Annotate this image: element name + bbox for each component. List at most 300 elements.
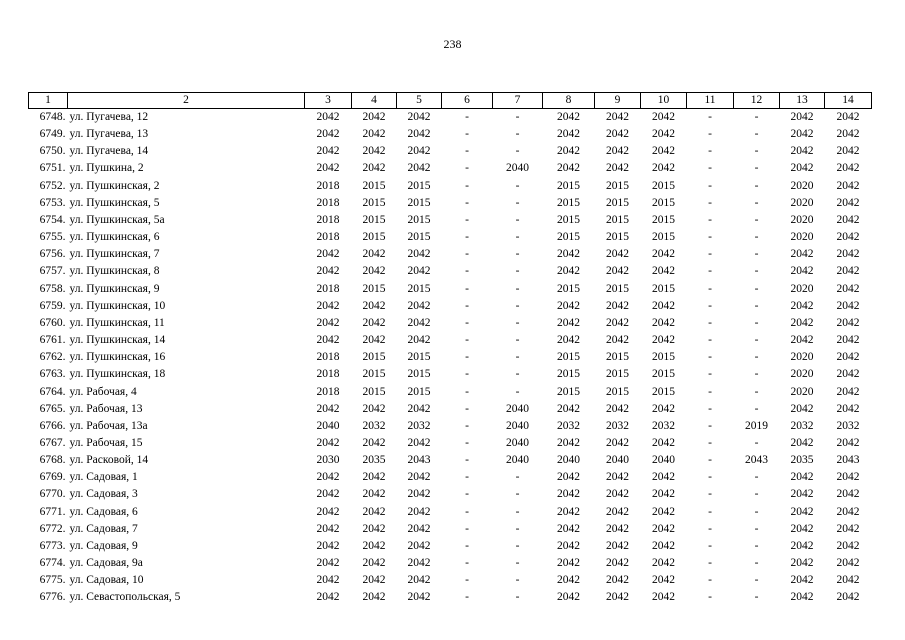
year-cell: 2042 (836, 316, 860, 329)
column-header: 7 (493, 93, 543, 109)
year-cell: 2042 (790, 162, 814, 175)
year-cell: 2042 (316, 488, 340, 501)
row-number: 6757. (39, 265, 66, 278)
address-cell: ул. Пушкинская, 6 (69, 231, 160, 244)
year-cell: 2042 (836, 231, 860, 244)
year-cell: 2042 (790, 145, 814, 158)
year-cell: - (754, 557, 759, 570)
year-cell: - (708, 231, 712, 244)
row-number: 6749. (39, 128, 66, 141)
year-cell: 2015 (557, 351, 580, 364)
year-cell: 2042 (652, 299, 675, 312)
year-cell: 2042 (606, 488, 629, 501)
year-cell: 2042 (652, 591, 675, 604)
year-cell: 2042 (557, 111, 580, 123)
year-cell: 2042 (557, 334, 580, 347)
row-number: 6753. (39, 196, 66, 209)
table-row (29, 143, 872, 160)
year-cell: 2042 (557, 145, 580, 158)
year-cell: 2042 (836, 385, 860, 398)
address-cell: ул. Пугачева, 12 (69, 111, 149, 123)
year-cell: 2042 (362, 128, 386, 141)
year-cell: 2015 (407, 351, 431, 364)
year-cell: 2042 (407, 248, 431, 261)
year-cell: - (754, 368, 759, 381)
year-cell: 2015 (557, 282, 580, 295)
year-cell: 2042 (362, 402, 386, 415)
table-row (29, 195, 872, 212)
table-row (29, 418, 872, 435)
year-cell: 2043 (407, 454, 431, 467)
year-cell: 2042 (316, 402, 340, 415)
year-cell: - (515, 574, 520, 587)
year-cell: - (708, 196, 712, 209)
year-cell: - (465, 574, 469, 587)
year-cell: - (708, 454, 712, 467)
year-cell: 2015 (606, 385, 629, 398)
row-number: 6774. (39, 557, 66, 570)
address-cell: ул. Пушкинская, 18 (69, 368, 166, 381)
year-cell: - (515, 488, 520, 501)
year-cell: 2042 (606, 471, 629, 484)
year-cell: 2015 (652, 351, 675, 364)
table-row (29, 504, 872, 521)
year-cell: 2042 (316, 316, 340, 329)
row-number: 6768. (39, 454, 66, 467)
year-cell: 2042 (836, 145, 860, 158)
year-cell: 2015 (652, 282, 675, 295)
year-cell: - (754, 213, 759, 226)
year-cell: 2042 (652, 574, 675, 587)
year-cell: 2042 (407, 265, 431, 278)
year-cell: 2042 (606, 505, 629, 518)
year-cell: 2015 (362, 282, 386, 295)
year-cell: 2040 (316, 419, 340, 432)
year-cell: 2040 (506, 402, 529, 415)
year-cell: 2042 (652, 128, 675, 141)
year-cell: 2042 (362, 539, 386, 552)
table-row (29, 315, 872, 332)
year-cell: 2042 (606, 111, 629, 123)
year-cell: 2042 (836, 248, 860, 261)
year-cell: 2015 (362, 385, 386, 398)
row-number: 6751. (39, 162, 66, 175)
year-cell: 2042 (557, 471, 580, 484)
year-cell: 2042 (790, 488, 814, 501)
year-cell: - (708, 591, 712, 604)
row-number: 6760. (39, 316, 66, 329)
row-number: 6755. (39, 231, 66, 244)
year-cell: 2015 (407, 368, 431, 381)
year-cell: - (754, 299, 759, 312)
year-cell: 2015 (652, 196, 675, 209)
year-cell: 2042 (606, 574, 629, 587)
year-cell: 2042 (606, 128, 629, 141)
year-cell: - (754, 539, 759, 552)
year-cell: - (465, 402, 469, 415)
year-cell: 2042 (652, 162, 675, 175)
year-cell: 2042 (557, 162, 580, 175)
address-cell: ул. Пугачева, 14 (69, 145, 149, 158)
year-cell: - (708, 299, 712, 312)
year-cell: - (465, 471, 469, 484)
year-cell: 2042 (362, 162, 386, 175)
year-cell: - (708, 436, 712, 449)
table-row (29, 435, 872, 452)
year-cell: - (465, 265, 469, 278)
year-cell: 2015 (407, 231, 431, 244)
year-cell: 2030 (316, 454, 340, 467)
year-cell: 2015 (557, 368, 580, 381)
table-row (29, 349, 872, 366)
column-header: 12 (734, 93, 780, 109)
year-cell: - (708, 334, 712, 347)
year-cell: - (465, 557, 469, 570)
year-cell: 2042 (836, 539, 860, 552)
year-cell: 2042 (606, 265, 629, 278)
year-cell: 2042 (407, 471, 431, 484)
year-cell: 2042 (362, 316, 386, 329)
address-cell: ул. Пушкинская, 2 (69, 179, 160, 192)
year-cell: 2042 (557, 248, 580, 261)
year-cell: 2042 (316, 591, 340, 604)
year-cell: - (515, 334, 520, 347)
address-cell: ул. Пугачева, 13 (69, 128, 149, 141)
year-cell: - (708, 213, 712, 226)
year-cell: - (754, 111, 759, 123)
year-cell: 2042 (836, 591, 860, 604)
year-cell: - (515, 299, 520, 312)
year-cell: 2018 (316, 385, 340, 398)
row-number: 6750. (39, 145, 66, 158)
year-cell: 2042 (316, 471, 340, 484)
year-cell: 2042 (836, 282, 860, 295)
year-cell: 2018 (316, 351, 340, 364)
year-cell: 2042 (407, 402, 431, 415)
year-cell: 2032 (362, 419, 386, 432)
year-cell: 2043 (836, 454, 860, 467)
year-cell: 2015 (407, 196, 431, 209)
year-cell: 2015 (652, 368, 675, 381)
address-cell: ул. Садовая, 10 (69, 574, 144, 587)
year-cell: 2015 (606, 351, 629, 364)
year-cell: 2042 (790, 591, 814, 604)
row-number: 6764. (39, 385, 66, 398)
table-row (29, 246, 872, 263)
column-header: 9 (595, 93, 641, 109)
year-cell: 2042 (836, 162, 860, 175)
year-cell: - (515, 145, 520, 158)
page-number: 238 (443, 37, 462, 51)
year-cell: - (708, 505, 712, 518)
table-row (29, 126, 872, 143)
year-cell: - (754, 145, 759, 158)
year-cell: 2042 (316, 162, 340, 175)
year-cell: 2020 (790, 368, 814, 381)
table-row (29, 555, 872, 572)
year-cell: 2042 (316, 128, 340, 141)
year-cell: 2015 (362, 231, 386, 244)
year-cell: 2020 (790, 385, 814, 398)
year-cell: - (515, 213, 520, 226)
year-cell: 2042 (836, 436, 860, 449)
year-cell: 2032 (652, 419, 675, 432)
year-cell: 2042 (316, 505, 340, 518)
year-cell: - (465, 179, 469, 192)
year-cell: - (708, 385, 712, 398)
year-cell: 2042 (836, 179, 860, 192)
year-cell: 2042 (606, 402, 629, 415)
year-cell: - (465, 488, 469, 501)
year-cell: 2042 (652, 145, 675, 158)
year-cell: 2042 (606, 162, 629, 175)
year-cell: 2042 (652, 334, 675, 347)
address-cell: ул. Садовая, 7 (69, 522, 138, 535)
year-cell: 2042 (790, 128, 814, 141)
year-cell: 2042 (407, 539, 431, 552)
year-cell: 2020 (790, 196, 814, 209)
year-cell: - (515, 248, 520, 261)
year-cell: 2042 (557, 316, 580, 329)
year-cell: - (754, 196, 759, 209)
year-cell: - (465, 454, 469, 467)
year-cell: - (515, 471, 520, 484)
year-cell: 2015 (606, 196, 629, 209)
year-cell: 2042 (362, 488, 386, 501)
row-number: 6748. (39, 111, 66, 123)
year-cell: - (465, 282, 469, 295)
year-cell: 2020 (790, 231, 814, 244)
year-cell: 2042 (316, 539, 340, 552)
year-cell: 2042 (790, 299, 814, 312)
row-number: 6765. (39, 402, 66, 415)
year-cell: - (708, 368, 712, 381)
table-row (29, 366, 872, 383)
year-cell: - (754, 351, 759, 364)
year-cell: 2015 (407, 282, 431, 295)
year-cell: 2042 (362, 574, 386, 587)
year-cell: 2042 (557, 539, 580, 552)
row-number: 6754. (39, 213, 66, 226)
table-row (29, 572, 872, 589)
year-cell: 2042 (362, 145, 386, 158)
year-cell: - (708, 471, 712, 484)
year-cell: - (465, 505, 469, 518)
year-cell: - (708, 179, 712, 192)
year-cell: 2015 (606, 368, 629, 381)
year-cell: 2035 (362, 454, 386, 467)
year-cell: - (708, 128, 712, 141)
year-cell: - (708, 316, 712, 329)
address-cell: ул. Севастопольская, 5 (69, 591, 181, 604)
year-cell: 2042 (316, 557, 340, 570)
year-cell: - (754, 231, 759, 244)
year-cell: 2042 (606, 539, 629, 552)
year-cell: 2042 (557, 265, 580, 278)
year-cell: - (708, 351, 712, 364)
year-cell: 2015 (407, 179, 431, 192)
year-cell: - (708, 248, 712, 261)
year-cell: 2042 (836, 128, 860, 141)
year-cell: 2042 (790, 557, 814, 570)
year-cell: 2018 (316, 368, 340, 381)
table-row (29, 160, 872, 177)
year-cell: 2015 (606, 179, 629, 192)
year-cell: 2015 (362, 179, 386, 192)
year-cell: 2042 (790, 265, 814, 278)
row-number: 6759. (39, 299, 66, 312)
year-cell: 2015 (557, 179, 580, 192)
year-cell: 2042 (606, 299, 629, 312)
year-cell: 2040 (557, 454, 580, 467)
column-header: 2 (68, 93, 305, 109)
year-cell: 2042 (606, 145, 629, 158)
year-cell: 2042 (790, 316, 814, 329)
address-cell: ул. Садовая, 9а (69, 557, 143, 570)
year-cell: - (754, 591, 759, 604)
column-header: 6 (442, 93, 493, 109)
year-cell: 2042 (790, 505, 814, 518)
year-cell: 2042 (606, 248, 629, 261)
year-cell: - (515, 539, 520, 552)
year-cell: 2018 (316, 282, 340, 295)
header-row (29, 93, 872, 109)
year-cell: - (754, 488, 759, 501)
year-cell: 2042 (836, 299, 860, 312)
year-cell: - (708, 557, 712, 570)
table-row (29, 589, 872, 606)
year-cell: 2042 (836, 196, 860, 209)
year-cell: - (465, 231, 469, 244)
year-cell: - (708, 522, 712, 535)
year-cell: 2042 (557, 574, 580, 587)
year-cell: 2042 (316, 145, 340, 158)
year-cell: - (754, 179, 759, 192)
year-cell: - (465, 299, 469, 312)
year-cell: - (754, 402, 759, 415)
year-cell: - (515, 111, 520, 123)
row-number: 6771. (39, 505, 66, 518)
row-number: 6770. (39, 488, 66, 501)
year-cell: - (515, 282, 520, 295)
year-cell: 2042 (652, 522, 675, 535)
row-number: 6776. (39, 591, 66, 604)
column-header: 13 (780, 93, 825, 109)
year-cell: 2042 (407, 436, 431, 449)
year-cell: 2042 (316, 111, 340, 123)
year-cell: 2042 (316, 334, 340, 347)
year-cell: 2042 (362, 248, 386, 261)
year-cell: - (515, 231, 520, 244)
year-cell: 2042 (316, 265, 340, 278)
year-cell: 2042 (652, 111, 675, 123)
year-cell: 2015 (652, 385, 675, 398)
address-cell: ул. Пушкинская, 5а (69, 213, 165, 226)
year-cell: 2042 (790, 539, 814, 552)
year-cell: 2042 (652, 248, 675, 261)
year-cell: 2015 (652, 213, 675, 226)
year-cell: - (708, 265, 712, 278)
year-cell: 2040 (506, 419, 529, 432)
year-cell: 2042 (790, 574, 814, 587)
address-cell: ул. Пушкина, 2 (69, 162, 144, 175)
year-cell: - (465, 591, 469, 604)
table-row (29, 401, 872, 418)
year-cell: 2042 (836, 334, 860, 347)
column-header: 3 (305, 93, 352, 109)
year-cell: 2032 (557, 419, 580, 432)
column-header: 1 (29, 93, 68, 109)
year-cell: - (465, 419, 469, 432)
data-table (28, 92, 872, 607)
year-cell: - (754, 505, 759, 518)
year-cell: - (465, 316, 469, 329)
column-header: 8 (543, 93, 595, 109)
table-row (29, 486, 872, 503)
address-cell: ул. Рабочая, 15 (69, 436, 143, 449)
year-cell: 2042 (836, 522, 860, 535)
year-cell: 2042 (652, 265, 675, 278)
year-cell: 2042 (316, 299, 340, 312)
year-cell: 2042 (836, 557, 860, 570)
year-cell: - (708, 162, 712, 175)
row-number: 6762. (39, 351, 66, 364)
year-cell: - (708, 282, 712, 295)
year-cell: 2032 (606, 419, 629, 432)
year-cell: 2018 (316, 196, 340, 209)
year-cell: 2018 (316, 231, 340, 244)
year-cell: 2042 (836, 574, 860, 587)
year-cell: 2042 (557, 436, 580, 449)
year-cell: - (708, 111, 712, 123)
year-cell: - (754, 471, 759, 484)
row-number: 6773. (39, 539, 66, 552)
year-cell: 2042 (407, 574, 431, 587)
year-cell: 2042 (557, 299, 580, 312)
table-row (29, 109, 872, 127)
year-cell: 2020 (790, 282, 814, 295)
year-cell: 2042 (790, 436, 814, 449)
table-row (29, 384, 872, 401)
year-cell: - (465, 196, 469, 209)
year-cell: 2042 (407, 334, 431, 347)
year-cell: 2042 (790, 334, 814, 347)
column-header: 10 (641, 93, 687, 109)
year-cell: - (515, 351, 520, 364)
year-cell: 2042 (407, 299, 431, 312)
year-cell: 2042 (407, 128, 431, 141)
year-cell: - (465, 436, 469, 449)
row-number: 6766. (39, 419, 66, 432)
year-cell: 2040 (506, 436, 529, 449)
year-cell: 2042 (836, 351, 860, 364)
year-cell: 2042 (606, 522, 629, 535)
row-number: 6763. (39, 368, 66, 381)
year-cell: 2042 (836, 505, 860, 518)
year-cell: - (465, 248, 469, 261)
address-cell: ул. Пушкинская, 8 (69, 265, 160, 278)
year-cell: 2040 (652, 454, 675, 467)
year-cell: 2042 (790, 111, 814, 123)
year-cell: 2042 (407, 557, 431, 570)
year-cell: 2042 (606, 591, 629, 604)
table-body (29, 109, 872, 607)
year-cell: 2042 (790, 522, 814, 535)
year-cell: - (465, 145, 469, 158)
year-cell: 2015 (652, 231, 675, 244)
year-cell: 2018 (316, 179, 340, 192)
year-cell: 2042 (836, 488, 860, 501)
